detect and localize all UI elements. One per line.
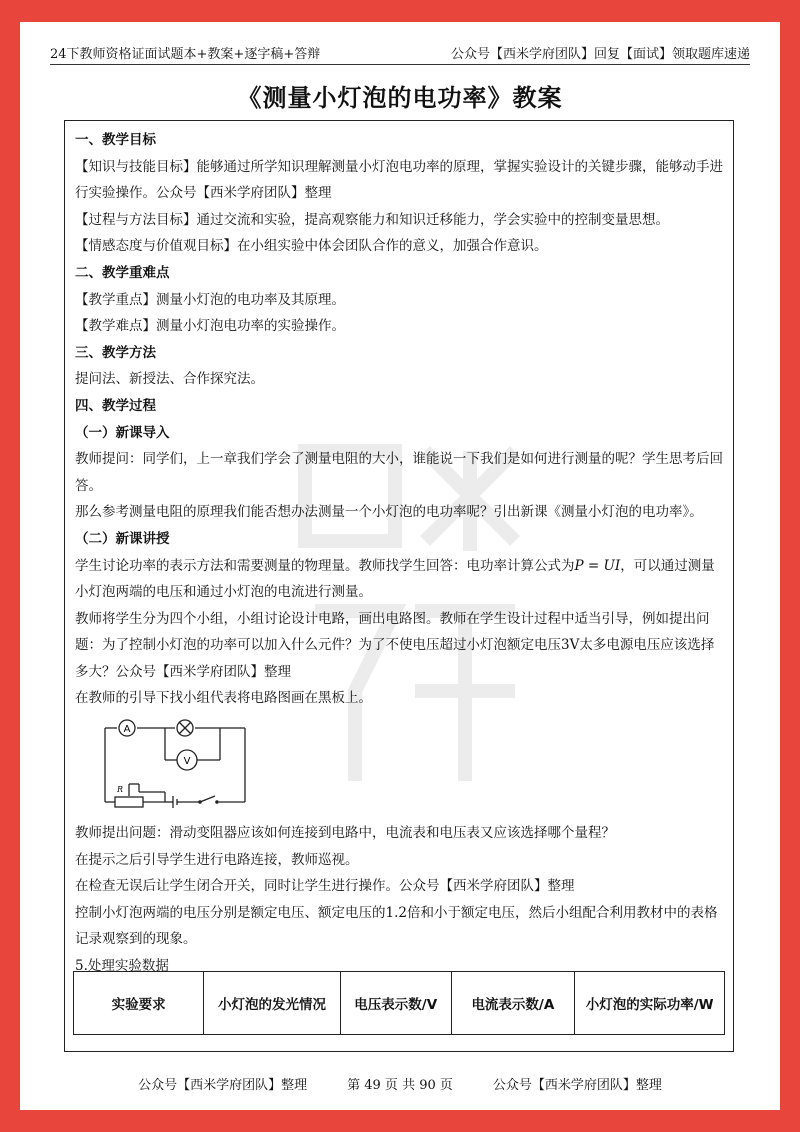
section-heading: 三、教学方法 [75, 344, 156, 361]
paragraph: 教师将学生分为四个小组，小组讨论设计电路，画出电路图。教师在学生设计过程中适当引导，例如提出问题：为了控制小灯泡的功率可以加入什么元件？为了不使电压超过小灯泡额定电压3V太多电源电压应该选择多大？公众号【西米学府团队】整理 [75, 610, 715, 680]
paragraph: 5.处理实验数据 [75, 958, 169, 975]
section-heading: 四、教学过程 [75, 397, 156, 414]
paragraph: 【知识与技能目标】能够通过所学知识理解测量小灯泡电功率的原理，掌握实验设计的关键步骤，能够动手进行实验操作。公众号【西米学府团队】整理 [75, 158, 723, 202]
section-heading: 一、教学目标 [75, 132, 156, 148]
paragraph: 在提示之后引导学生进行电路连接，教师巡视。 [75, 851, 359, 868]
paragraph: 【过程与方法目标】通过交流和实验，提高观察能力和知识迁移能力，学会实验中的控制变量思想。 [75, 211, 669, 228]
paragraph: 在教师的引导下找小组代表将电路图画在黑板上。 [75, 690, 372, 707]
document-title: 《测量小灯泡的电功率》教案 [237, 84, 563, 112]
footer-right: 公众号【西米学府团队】整理 [492, 1078, 662, 1093]
paragraph: 【教学难点】测量小灯泡电功率的实验操作。 [75, 318, 345, 335]
header-right: 公众号【西米学府团队】回复【面试】领取题库速递 [450, 47, 750, 62]
circuit-diagram [95, 718, 255, 814]
table-header-row [74, 972, 725, 1035]
ammeter-label: A [123, 724, 131, 736]
paragraph: 教师提出问题：滑动变阻器应该如何连接到电路中，电流表和电压表又应该选择哪个量程？ [75, 825, 615, 842]
paragraph-text: ，可以通过测量小灯泡两端的电压和通过小灯泡的电流进行测量。 [75, 557, 715, 601]
table-header-cell: 小灯泡的实际功率/W [575, 972, 725, 1035]
table-header-cell: 电流表示数/A [451, 972, 575, 1035]
lesson-content [75, 127, 725, 980]
paragraph: 提问法、新授法、合作探究法。 [75, 371, 264, 388]
page-footer [20, 1074, 780, 1093]
lesson-plan-box [64, 120, 734, 1052]
page-number: 第 49 页 共 90 页 [347, 1078, 453, 1093]
paragraph: 在检查无误后让学生闭合开关，同时让学生进行操作。公众号【西米学府团队】整理 [75, 878, 575, 895]
table-header-cell: 实验要求 [74, 972, 204, 1035]
header-rule [50, 64, 750, 65]
paragraph-text: 学生讨论功率的表示方法和需要测量的物理量。教师找学生回答：电功率计算公式为 [75, 557, 575, 574]
voltmeter-label: V [183, 756, 191, 768]
experiment-table [73, 971, 725, 1035]
paragraph: 【情感态度与价值观目标】在小组实验中体会团队合作的意义，加强合作意识。 [75, 238, 548, 255]
section-heading: 二、教学重难点 [75, 264, 170, 281]
table-header-cell: 小灯泡的发光情况 [204, 972, 341, 1035]
document-page [20, 22, 780, 1110]
paragraph [75, 553, 725, 606]
subsection-heading: （一）新课导入 [75, 424, 170, 441]
header-left: 24下教师资格证面试题本+教案+逐字稿+答辩 [50, 47, 321, 62]
paragraph: 教师提问：同学们，上一章我们学会了测量电阻的大小，谁能说一下我们是如何进行测量的呢？学生思考后回答。 [75, 451, 723, 494]
paragraph: 那么参考测量电阻的原理我们能否想办法测量一个小灯泡的电功率呢？引出新课《测量小灯泡的电功率》。 [75, 504, 703, 521]
power-formula: P = UI [574, 557, 621, 574]
paragraph: 控制小灯泡两端的电压分别是额定电压、额定电压的1.2倍和小于额定电压，然后小组配合利用教材中的表格记录观察到的现象。 [75, 904, 718, 948]
table-header-cell: 电压表示数/V [340, 972, 451, 1035]
rheostat-label: R [117, 785, 124, 795]
paragraph: 【教学重点】测量小灯泡的电功率及其原理。 [75, 291, 345, 308]
page-header [50, 40, 750, 62]
footer-left: 公众号【西米学府团队】整理 [138, 1078, 308, 1093]
subsection-heading: （二）新课讲授 [75, 530, 170, 547]
